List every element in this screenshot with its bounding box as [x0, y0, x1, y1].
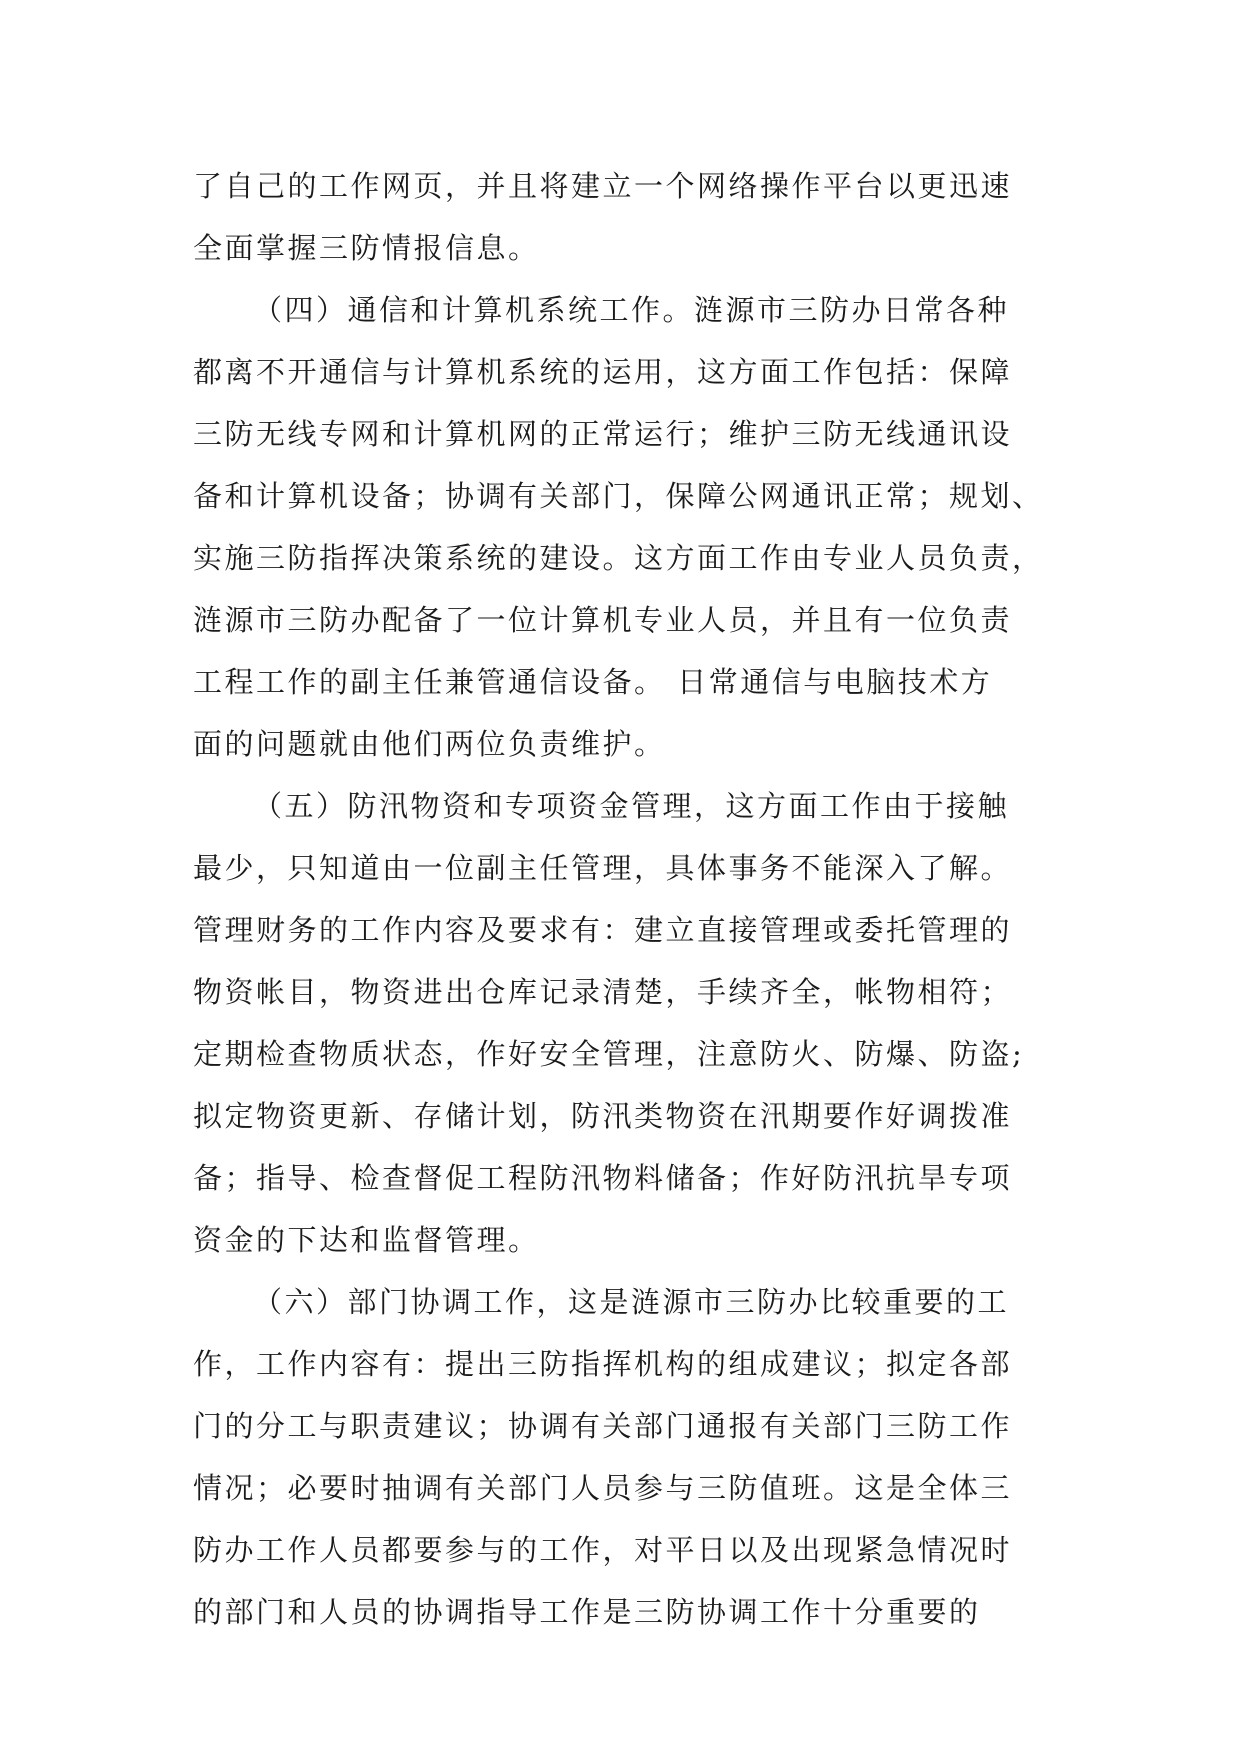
section-heading-line: （四）通信和计算机系统工作。涟源市三防办日常各种: [253, 293, 1010, 327]
text-line: 定期检查物质状态，作好安全管理，注意防火、防爆、防盗;: [193, 1037, 1025, 1071]
text-line: 面的问题就由他们两位负责维护。: [193, 727, 666, 761]
text-line: 实施三防指挥决策系统的建设。这方面工作由专业人员负责，: [193, 541, 1044, 575]
text-line: 防办工作人员都要参与的工作，对平日以及出现紧急情况时: [193, 1533, 1013, 1567]
text-line: 三防无线专网和计算机网的正常运行；维护三防无线通讯设: [193, 417, 1013, 451]
text-line: 备和计算机设备；协调有关部门，保障公网通讯正常；规划、: [193, 479, 1044, 513]
text-line: 作，工作内容有：提出三防指挥机构的组成建议；拟定各部: [193, 1347, 1013, 1381]
text-line: 最少，只知道由一位副主任管理，具体事务不能深入了解。: [193, 851, 1013, 885]
text-line: 情况；必要时抽调有关部门人员参与三防值班。这是全体三: [193, 1471, 1013, 1505]
text-line: 工程工作的副主任兼管通信设备。 日常通信与电脑技术方: [193, 665, 993, 699]
text-line: 全面掌握三防情报信息。: [193, 231, 540, 265]
section-heading-line: （五）防汛物资和专项资金管理，这方面工作由于接触: [253, 789, 1010, 823]
text-line: 涟源市三防办配备了一位计算机专业人员，并且有一位负责: [193, 603, 1013, 637]
text-line: 拟定物资更新、存储计划，防汛类物资在汛期要作好调拨准: [193, 1099, 1013, 1133]
section-heading-line: （六）部门协调工作，这是涟源市三防办比较重要的工: [253, 1285, 1010, 1319]
body-text: [193, 155, 1063, 1643]
text-line: 门的分工与职责建议；协调有关部门通报有关部门三防工作: [193, 1409, 1013, 1443]
text-line: 都离不开通信与计算机系统的运用，这方面工作包括：保障: [193, 355, 1013, 389]
text-line: 物资帐目，物资进出仓库记录清楚，手续齐全，帐物相符；: [193, 975, 1013, 1009]
text-line: 管理财务的工作内容及要求有：建立直接管理或委托管理的: [193, 913, 1013, 947]
text-line: 的部门和人员的协调指导工作是三防协调工作十分重要的: [193, 1595, 981, 1629]
text-line: 了自己的工作网页，并且将建立一个网络操作平台以更迅速: [193, 169, 1013, 203]
text-line: 备；指导、检查督促工程防汛物料储备；作好防汛抗旱专项: [193, 1161, 1013, 1195]
text-line: 资金的下达和监督管理。: [193, 1223, 540, 1257]
